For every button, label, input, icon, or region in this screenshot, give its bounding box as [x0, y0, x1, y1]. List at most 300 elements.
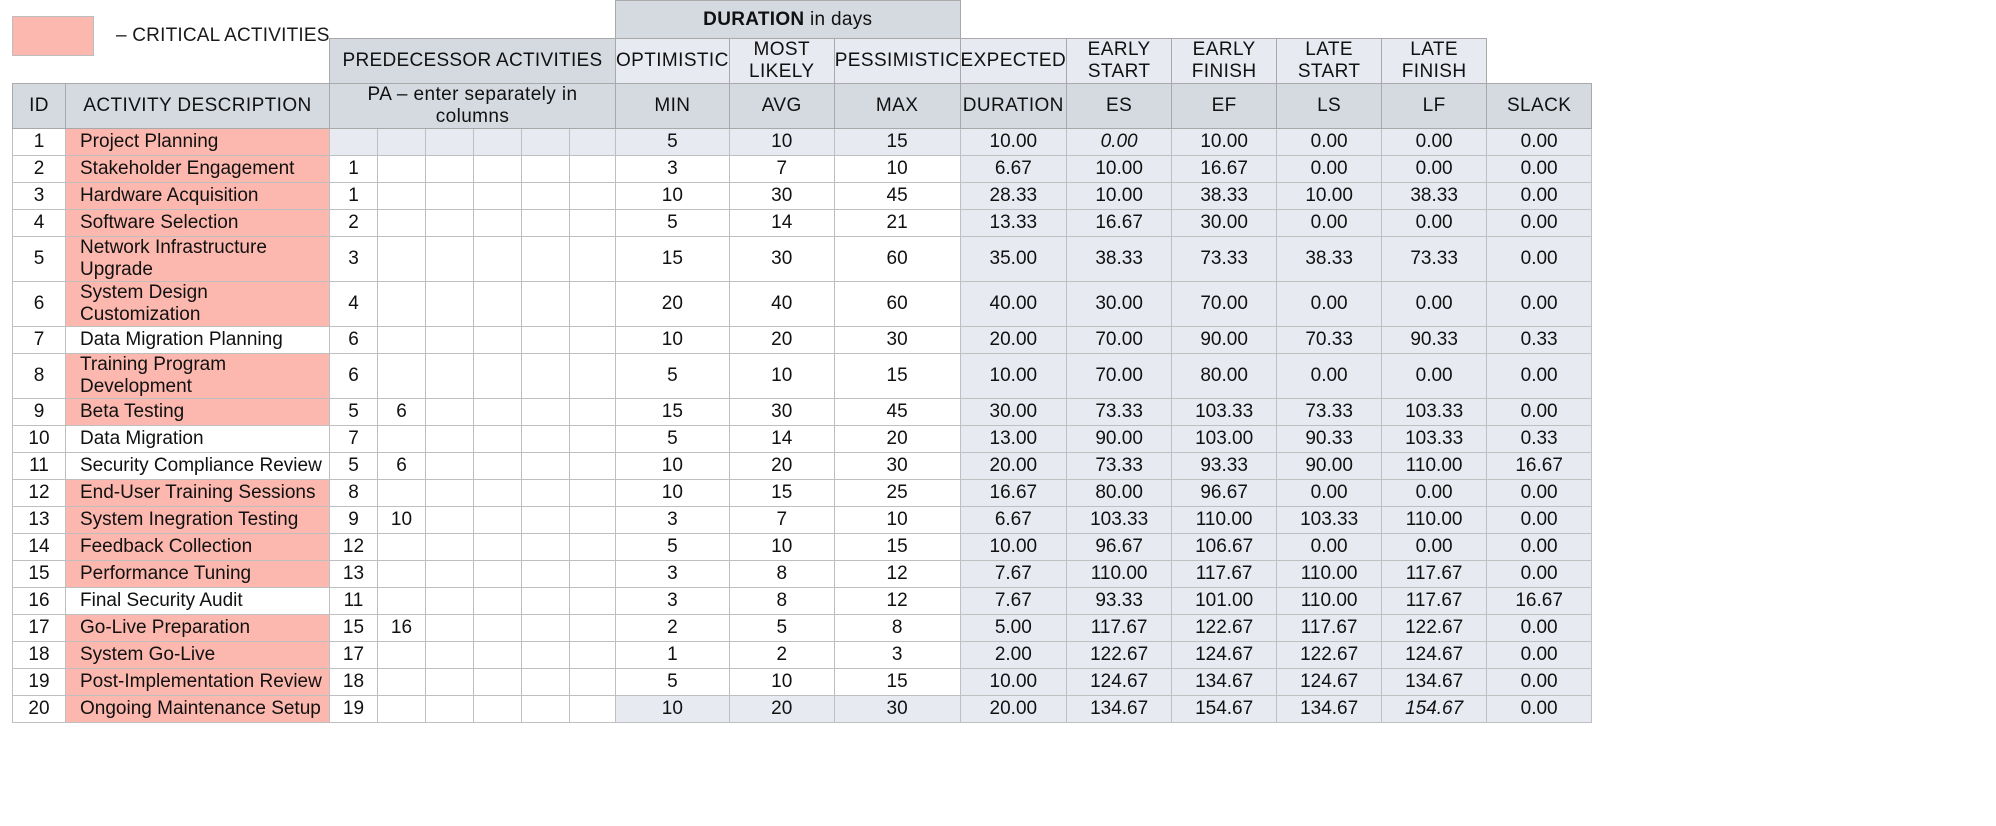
cell-avg[interactable]: 30: [729, 237, 834, 282]
col-header-pa-note: PA – enter separately in columns: [330, 84, 616, 129]
cell-id: 20: [13, 696, 66, 723]
cell-avg[interactable]: 7: [729, 507, 834, 534]
cell-ls: 117.67: [1277, 615, 1382, 642]
table-row: [13, 327, 1592, 354]
cell-lf: 134.67: [1382, 669, 1487, 696]
cell-predecessor-5[interactable]: [522, 642, 570, 669]
activity-table: [12, 0, 1592, 723]
cell-predecessor-6[interactable]: [570, 534, 616, 561]
cell-duration: 20.00: [960, 696, 1067, 723]
table-row: [13, 588, 1592, 615]
cell-predecessor-4[interactable]: [474, 426, 522, 453]
col-header-max: MAX: [834, 84, 960, 129]
cell-predecessor-3[interactable]: [426, 399, 474, 426]
cell-predecessor-6[interactable]: [570, 354, 616, 399]
cell-ls: 0.00: [1277, 282, 1382, 327]
cell-predecessor-4[interactable]: [474, 561, 522, 588]
cell-predecessor-3[interactable]: [426, 696, 474, 723]
cell-es: 38.33: [1067, 237, 1172, 282]
cell-id: 16: [13, 588, 66, 615]
cell-predecessor-5[interactable]: [522, 210, 570, 237]
cell-predecessor-4[interactable]: [474, 453, 522, 480]
col-header-lf: LF: [1382, 84, 1487, 129]
cell-predecessor-6[interactable]: [570, 642, 616, 669]
cell-id: 2: [13, 156, 66, 183]
cell-predecessor-3[interactable]: [426, 588, 474, 615]
cell-predecessor-5[interactable]: [522, 480, 570, 507]
cell-predecessor-1[interactable]: 3: [330, 237, 378, 282]
cell-activity-description: Go-Live Preparation: [66, 615, 330, 642]
col-header-min: MIN: [616, 84, 730, 129]
cell-ls: 110.00: [1277, 561, 1382, 588]
cell-ef: 134.67: [1172, 669, 1277, 696]
cell-predecessor-4[interactable]: [474, 183, 522, 210]
cell-max[interactable]: 60: [834, 237, 960, 282]
cell-predecessor-1[interactable]: 5: [330, 453, 378, 480]
cell-duration: 20.00: [960, 453, 1067, 480]
cell-predecessor-5[interactable]: [522, 534, 570, 561]
cell-predecessor-2[interactable]: [378, 588, 426, 615]
col-header-duration: DURATION: [960, 84, 1067, 129]
cell-max[interactable]: 60: [834, 282, 960, 327]
cell-ef: 106.67: [1172, 534, 1277, 561]
cell-predecessor-5[interactable]: [522, 183, 570, 210]
cell-lf: 0.00: [1382, 129, 1487, 156]
cell-ef: 80.00: [1172, 354, 1277, 399]
cell-predecessor-1[interactable]: 17: [330, 642, 378, 669]
cell-predecessor-5[interactable]: [522, 282, 570, 327]
cell-max[interactable]: 10: [834, 156, 960, 183]
cell-predecessor-2[interactable]: [378, 282, 426, 327]
cell-predecessor-2[interactable]: [378, 210, 426, 237]
cell-predecessor-5[interactable]: [522, 399, 570, 426]
col-header-optimistic: OPTIMISTIC: [616, 39, 730, 84]
col-header-late-finish: LATE FINISH: [1382, 39, 1487, 84]
cell-predecessor-3[interactable]: [426, 156, 474, 183]
cell-id: 19: [13, 669, 66, 696]
table-row: [13, 669, 1592, 696]
cell-predecessor-1[interactable]: 6: [330, 354, 378, 399]
table-row: [13, 399, 1592, 426]
cell-predecessor-5[interactable]: [522, 507, 570, 534]
cell-predecessor-4[interactable]: [474, 642, 522, 669]
cell-predecessor-2[interactable]: 6: [378, 399, 426, 426]
cell-max[interactable]: 45: [834, 183, 960, 210]
cell-avg[interactable]: 30: [729, 183, 834, 210]
cell-avg[interactable]: 20: [729, 453, 834, 480]
cell-avg[interactable]: 5: [729, 615, 834, 642]
cell-min[interactable]: 20: [616, 282, 730, 327]
cell-predecessor-1[interactable]: 15: [330, 615, 378, 642]
cell-predecessor-6[interactable]: [570, 588, 616, 615]
cell-id: 17: [13, 615, 66, 642]
col-header-late-start: LATE START: [1277, 39, 1382, 84]
cell-lf: 103.33: [1382, 399, 1487, 426]
cell-id: 6: [13, 282, 66, 327]
cell-duration: 10.00: [960, 534, 1067, 561]
cell-predecessor-5[interactable]: [522, 237, 570, 282]
cell-predecessor-3[interactable]: [426, 210, 474, 237]
cell-min[interactable]: 3: [616, 561, 730, 588]
cell-duration: 13.00: [960, 426, 1067, 453]
cell-predecessor-1[interactable]: 4: [330, 282, 378, 327]
cell-predecessor-2[interactable]: [378, 669, 426, 696]
cell-predecessor-4[interactable]: [474, 129, 522, 156]
cell-predecessor-3[interactable]: [426, 426, 474, 453]
cell-avg[interactable]: 2: [729, 642, 834, 669]
cell-predecessor-2[interactable]: [378, 183, 426, 210]
header-row-1: [13, 39, 1592, 84]
cell-predecessor-6[interactable]: [570, 615, 616, 642]
cell-avg[interactable]: 15: [729, 480, 834, 507]
cell-predecessor-6[interactable]: [570, 453, 616, 480]
table-row: [13, 507, 1592, 534]
cell-max[interactable]: 30: [834, 327, 960, 354]
cell-duration: 30.00: [960, 399, 1067, 426]
cell-min[interactable]: 1: [616, 642, 730, 669]
col-header-avg: AVG: [729, 84, 834, 129]
cell-max[interactable]: 21: [834, 210, 960, 237]
cell-predecessor-6[interactable]: [570, 696, 616, 723]
cell-predecessor-2[interactable]: [378, 237, 426, 282]
cell-min[interactable]: 3: [616, 156, 730, 183]
col-header-id: ID: [13, 84, 66, 129]
cell-min[interactable]: 15: [616, 399, 730, 426]
table-row: [13, 453, 1592, 480]
cell-activity-description: End-User Training Sessions: [66, 480, 330, 507]
cell-predecessor-4[interactable]: [474, 480, 522, 507]
cell-ef: 124.67: [1172, 642, 1277, 669]
cell-predecessor-4[interactable]: [474, 210, 522, 237]
cell-min[interactable]: 10: [616, 696, 730, 723]
cell-min[interactable]: 10: [616, 453, 730, 480]
cell-predecessor-3[interactable]: [426, 282, 474, 327]
cell-predecessor-2[interactable]: 10: [378, 507, 426, 534]
cell-id: 1: [13, 129, 66, 156]
cell-predecessor-2[interactable]: [378, 480, 426, 507]
cell-activity-description: Ongoing Maintenance Setup: [66, 696, 330, 723]
cell-predecessor-1[interactable]: 18: [330, 669, 378, 696]
cell-max[interactable]: 15: [834, 534, 960, 561]
cell-ef: 93.33: [1172, 453, 1277, 480]
cell-predecessor-2[interactable]: [378, 561, 426, 588]
cell-duration: 28.33: [960, 183, 1067, 210]
cell-predecessor-5[interactable]: [522, 561, 570, 588]
cell-slack: 0.00: [1487, 282, 1592, 327]
cell-predecessor-6[interactable]: [570, 129, 616, 156]
table-row: [13, 480, 1592, 507]
cell-predecessor-6[interactable]: [570, 156, 616, 183]
cell-predecessor-6[interactable]: [570, 507, 616, 534]
cell-max[interactable]: 15: [834, 669, 960, 696]
cell-ef: 38.33: [1172, 183, 1277, 210]
cell-ef: 96.67: [1172, 480, 1277, 507]
cell-ef: 16.67: [1172, 156, 1277, 183]
cell-ef: 30.00: [1172, 210, 1277, 237]
cell-predecessor-5[interactable]: [522, 615, 570, 642]
cell-ls: 90.00: [1277, 453, 1382, 480]
cell-predecessor-6[interactable]: [570, 426, 616, 453]
table-row: [13, 561, 1592, 588]
cell-max[interactable]: 12: [834, 588, 960, 615]
cell-predecessor-2[interactable]: [378, 642, 426, 669]
cell-predecessor-5[interactable]: [522, 426, 570, 453]
cell-predecessor-2[interactable]: [378, 327, 426, 354]
cell-predecessor-2[interactable]: [378, 534, 426, 561]
cell-predecessor-5[interactable]: [522, 327, 570, 354]
cell-predecessor-3[interactable]: [426, 507, 474, 534]
cell-predecessor-4[interactable]: [474, 534, 522, 561]
cell-predecessor-4[interactable]: [474, 237, 522, 282]
cell-predecessor-5[interactable]: [522, 354, 570, 399]
cell-duration: 10.00: [960, 129, 1067, 156]
cell-predecessor-1[interactable]: 12: [330, 534, 378, 561]
cell-ef: 110.00: [1172, 507, 1277, 534]
cell-id: 11: [13, 453, 66, 480]
cell-duration: 7.67: [960, 561, 1067, 588]
cell-predecessor-1[interactable]: 5: [330, 399, 378, 426]
cell-predecessor-4[interactable]: [474, 615, 522, 642]
cell-avg[interactable]: 8: [729, 588, 834, 615]
cell-avg[interactable]: 14: [729, 426, 834, 453]
col-header-slack: SLACK: [1487, 84, 1592, 129]
cell-avg[interactable]: 10: [729, 354, 834, 399]
cell-ls: 0.00: [1277, 210, 1382, 237]
cell-activity-description: Hardware Acquisition: [66, 183, 330, 210]
cell-predecessor-5[interactable]: [522, 129, 570, 156]
cell-predecessor-3[interactable]: [426, 453, 474, 480]
cell-activity-description: Network Infrastructure Upgrade: [66, 237, 330, 282]
cell-predecessor-4[interactable]: [474, 588, 522, 615]
cell-avg[interactable]: 7: [729, 156, 834, 183]
cell-id: 13: [13, 507, 66, 534]
cell-es: 70.00: [1067, 354, 1172, 399]
cell-predecessor-6[interactable]: [570, 183, 616, 210]
cell-ls: 38.33: [1277, 237, 1382, 282]
cell-predecessor-3[interactable]: [426, 669, 474, 696]
cell-min[interactable]: 5: [616, 129, 730, 156]
cell-duration: 10.00: [960, 354, 1067, 399]
cell-predecessor-1[interactable]: 1: [330, 183, 378, 210]
cell-predecessor-6[interactable]: [570, 561, 616, 588]
cell-es: 117.67: [1067, 615, 1172, 642]
cell-predecessor-4[interactable]: [474, 354, 522, 399]
cell-predecessor-1[interactable]: 19: [330, 696, 378, 723]
cell-predecessor-6[interactable]: [570, 480, 616, 507]
cell-predecessor-3[interactable]: [426, 642, 474, 669]
cell-min[interactable]: 3: [616, 588, 730, 615]
cell-ls: 0.00: [1277, 156, 1382, 183]
cell-min[interactable]: 10: [616, 480, 730, 507]
cell-predecessor-4[interactable]: [474, 156, 522, 183]
cell-predecessor-3[interactable]: [426, 237, 474, 282]
cell-predecessor-2[interactable]: [378, 426, 426, 453]
cell-predecessor-4[interactable]: [474, 282, 522, 327]
table-row: [13, 642, 1592, 669]
cell-predecessor-4[interactable]: [474, 399, 522, 426]
cell-predecessor-1[interactable]: 9: [330, 507, 378, 534]
cell-predecessor-1[interactable]: 6: [330, 327, 378, 354]
table-row: [13, 282, 1592, 327]
table-row: [13, 129, 1592, 156]
cell-min[interactable]: 5: [616, 354, 730, 399]
col-header-ls: LS: [1277, 84, 1382, 129]
cell-predecessor-5[interactable]: [522, 669, 570, 696]
cell-predecessor-6[interactable]: [570, 399, 616, 426]
cell-predecessor-6[interactable]: [570, 282, 616, 327]
cell-predecessor-3[interactable]: [426, 183, 474, 210]
cell-es: 10.00: [1067, 183, 1172, 210]
cell-predecessor-1[interactable]: [330, 129, 378, 156]
cell-predecessor-4[interactable]: [474, 507, 522, 534]
cell-es: 110.00: [1067, 561, 1172, 588]
cell-min[interactable]: 5: [616, 426, 730, 453]
cell-max[interactable]: 3: [834, 642, 960, 669]
cell-predecessor-1[interactable]: 2: [330, 210, 378, 237]
cell-predecessor-1[interactable]: 8: [330, 480, 378, 507]
cell-predecessor-3[interactable]: [426, 534, 474, 561]
cell-lf: 103.33: [1382, 426, 1487, 453]
cell-predecessor-4[interactable]: [474, 669, 522, 696]
duration-band-bold: DURATION: [703, 8, 805, 30]
cell-avg[interactable]: 20: [729, 327, 834, 354]
cell-predecessor-5[interactable]: [522, 453, 570, 480]
cell-duration: 35.00: [960, 237, 1067, 282]
cell-predecessor-2[interactable]: [378, 129, 426, 156]
cell-avg[interactable]: 10: [729, 534, 834, 561]
cell-slack: 0.00: [1487, 507, 1592, 534]
table-row: [13, 534, 1592, 561]
cell-max[interactable]: 45: [834, 399, 960, 426]
table-row: [13, 156, 1592, 183]
col-header-ef: EF: [1172, 84, 1277, 129]
cell-predecessor-2[interactable]: 6: [378, 453, 426, 480]
cell-max[interactable]: 30: [834, 453, 960, 480]
cell-es: 90.00: [1067, 426, 1172, 453]
cell-ef: 73.33: [1172, 237, 1277, 282]
cell-duration: 5.00: [960, 615, 1067, 642]
cell-avg[interactable]: 30: [729, 399, 834, 426]
cell-ls: 0.00: [1277, 354, 1382, 399]
cell-max[interactable]: 15: [834, 354, 960, 399]
cell-slack: 0.00: [1487, 534, 1592, 561]
cell-es: 122.67: [1067, 642, 1172, 669]
cell-predecessor-5[interactable]: [522, 696, 570, 723]
cell-slack: 0.33: [1487, 327, 1592, 354]
cell-predecessor-5[interactable]: [522, 588, 570, 615]
cell-predecessor-3[interactable]: [426, 327, 474, 354]
cell-predecessor-3[interactable]: [426, 480, 474, 507]
cell-min[interactable]: 5: [616, 210, 730, 237]
cell-min[interactable]: 15: [616, 237, 730, 282]
cell-predecessor-3[interactable]: [426, 129, 474, 156]
cell-ef: 154.67: [1172, 696, 1277, 723]
cell-lf: 117.67: [1382, 561, 1487, 588]
cell-predecessor-6[interactable]: [570, 237, 616, 282]
cell-duration: 20.00: [960, 327, 1067, 354]
cell-predecessor-4[interactable]: [474, 327, 522, 354]
cell-predecessor-1[interactable]: 1: [330, 156, 378, 183]
cell-min[interactable]: 10: [616, 183, 730, 210]
cell-predecessor-6[interactable]: [570, 327, 616, 354]
cell-es: 73.33: [1067, 399, 1172, 426]
cell-max[interactable]: 8: [834, 615, 960, 642]
cell-predecessor-1[interactable]: 11: [330, 588, 378, 615]
cell-avg[interactable]: 8: [729, 561, 834, 588]
cell-max[interactable]: 30: [834, 696, 960, 723]
cell-activity-description: Training Program Development: [66, 354, 330, 399]
cell-slack: 0.00: [1487, 642, 1592, 669]
cell-predecessor-1[interactable]: 13: [330, 561, 378, 588]
cell-es: 10.00: [1067, 156, 1172, 183]
cell-max[interactable]: 10: [834, 507, 960, 534]
cell-min[interactable]: 2: [616, 615, 730, 642]
cell-ls: 103.33: [1277, 507, 1382, 534]
table-row: [13, 615, 1592, 642]
col-header-pessimistic: PESSIMISTIC: [834, 39, 960, 84]
cell-id: 3: [13, 183, 66, 210]
cell-slack: 0.00: [1487, 129, 1592, 156]
cell-avg[interactable]: 20: [729, 696, 834, 723]
cell-predecessor-2[interactable]: 16: [378, 615, 426, 642]
cell-es: 93.33: [1067, 588, 1172, 615]
cell-predecessor-2[interactable]: [378, 156, 426, 183]
cell-predecessor-1[interactable]: 7: [330, 426, 378, 453]
cell-predecessor-5[interactable]: [522, 156, 570, 183]
cell-activity-description: Project Planning: [66, 129, 330, 156]
cell-avg[interactable]: 40: [729, 282, 834, 327]
cell-slack: 0.00: [1487, 669, 1592, 696]
cell-predecessor-4[interactable]: [474, 696, 522, 723]
cell-id: 5: [13, 237, 66, 282]
cell-min[interactable]: 3: [616, 507, 730, 534]
cell-activity-description: Post-Implementation Review: [66, 669, 330, 696]
cell-activity-description: Performance Tuning: [66, 561, 330, 588]
cell-max[interactable]: 20: [834, 426, 960, 453]
cell-max[interactable]: 25: [834, 480, 960, 507]
col-header-most-likely: MOST LIKELY: [729, 39, 834, 84]
cell-predecessor-6[interactable]: [570, 210, 616, 237]
cell-ls: 122.67: [1277, 642, 1382, 669]
cell-predecessor-2[interactable]: [378, 354, 426, 399]
cell-predecessor-2[interactable]: [378, 696, 426, 723]
cell-activity-description: Data Migration: [66, 426, 330, 453]
cell-predecessor-6[interactable]: [570, 669, 616, 696]
cell-max[interactable]: 12: [834, 561, 960, 588]
cell-avg[interactable]: 14: [729, 210, 834, 237]
cell-es: 16.67: [1067, 210, 1172, 237]
cell-min[interactable]: 5: [616, 669, 730, 696]
col-header-early-finish: EARLY FINISH: [1172, 39, 1277, 84]
cell-predecessor-3[interactable]: [426, 561, 474, 588]
cell-max[interactable]: 15: [834, 129, 960, 156]
cell-avg[interactable]: 10: [729, 669, 834, 696]
cell-slack: 0.00: [1487, 480, 1592, 507]
cell-slack: 16.67: [1487, 453, 1592, 480]
cell-duration: 13.33: [960, 210, 1067, 237]
cell-min[interactable]: 5: [616, 534, 730, 561]
cell-ls: 0.00: [1277, 480, 1382, 507]
cell-activity-description: System Design Customization: [66, 282, 330, 327]
cell-lf: 0.00: [1382, 210, 1487, 237]
cell-id: 14: [13, 534, 66, 561]
cell-min[interactable]: 10: [616, 327, 730, 354]
cell-predecessor-3[interactable]: [426, 615, 474, 642]
cell-activity-description: System Go-Live: [66, 642, 330, 669]
cell-avg[interactable]: 10: [729, 129, 834, 156]
duration-band: [616, 1, 961, 39]
cell-predecessor-3[interactable]: [426, 354, 474, 399]
